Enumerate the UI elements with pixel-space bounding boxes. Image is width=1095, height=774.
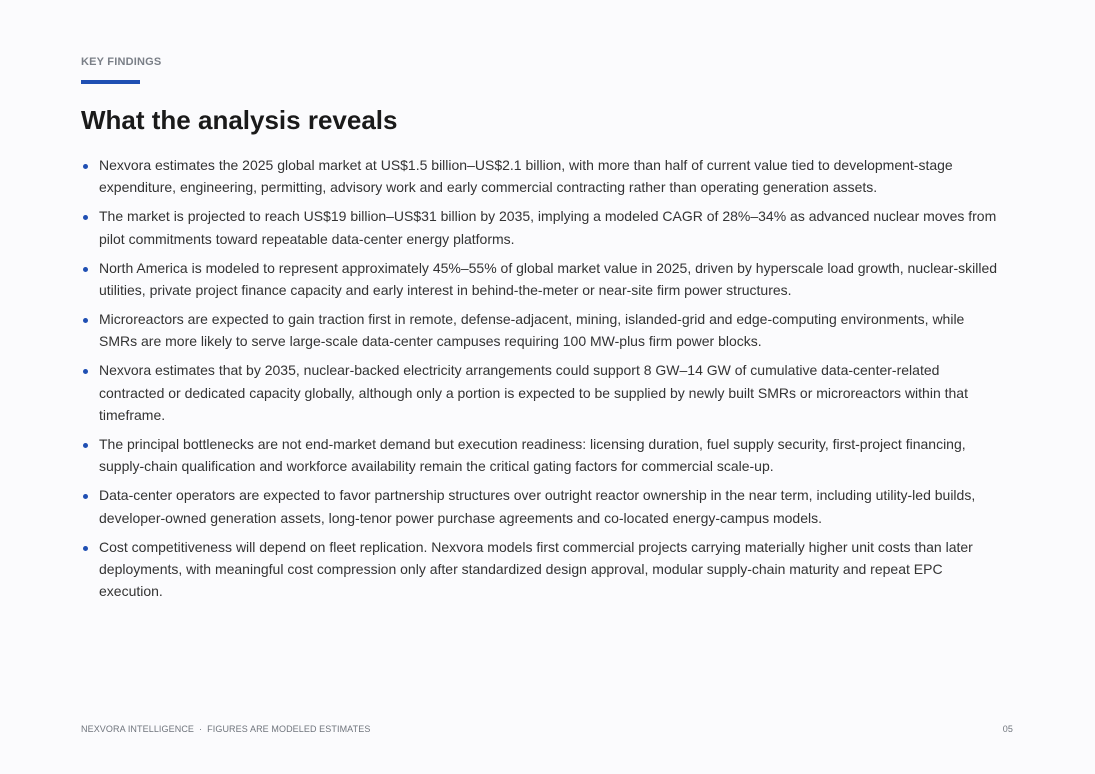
bullet-dot-icon <box>83 494 88 499</box>
page-number: 05 <box>1002 724 1013 734</box>
finding-item <box>81 257 1006 302</box>
finding-text: Data-center operators are expected to favor partnership structures over outright reactor ownership in the near term, including utility-led builds, developer-owned generation assets, long-tenor power purchase agreements and co-located energy-campus models. <box>99 487 976 526</box>
finding-text: Cost competitiveness will depend on fleet replication. Nexvora models first commercial projects carrying materially higher unit costs than later deployments, with meaningful cost compression only after standardized design approval, modular supply-chain maturity and repeat EPC execution. <box>99 538 973 600</box>
finding-text: Nexvora estimates that by 2035, nuclear-backed electricity arrangements could support 8 GW–14 GW of cumulative data-center-related contracted or dedicated capacity globally, although only a portion is expected to be supplied by newly built SMRs or microreactors within that timeframe. <box>99 362 968 424</box>
bullet-dot-icon <box>83 369 88 374</box>
finding-item <box>81 359 1006 426</box>
finding-item <box>81 536 1006 603</box>
finding-text: North America is modeled to represent approximately 45%–55% of global market value in 2025, driven by hyperscale load growth, nuclear-skilled utilities, private project finance capacity and early interest in behind-the-meter or near-site firm power structures. <box>99 259 998 299</box>
bullet-dot-icon <box>83 318 88 323</box>
footer-brand: NEXVORA INTELLIGENCE <box>81 724 195 734</box>
slide-page <box>81 0 1016 774</box>
finding-text: Nexvora estimates the 2025 global market at US$1.5 billion–US$2.1 billion, with more than half of current value tied to development-stage expenditure, engineering, permitting, advisory work and early commercial contracting rather than operating generation assets. <box>99 157 953 196</box>
bullet-dot-icon <box>83 215 88 220</box>
page-title: What the analysis reveals <box>81 105 398 135</box>
accent-rule <box>81 80 140 84</box>
finding-item <box>81 154 1006 199</box>
footer-separator: · <box>199 724 203 734</box>
finding-text: Microreactors are expected to gain traction first in remote, defense-adjacent, mining, islanded-grid and edge-computing environments, while SMRs are more likely to serve large-scale data-center campuses requiring 100 MW-plus firm power blocks. <box>99 310 965 350</box>
page-footer <box>81 724 1013 734</box>
finding-text: The market is projected to reach US$19 billion–US$31 billion by 2035, implying a modeled CAGR of 28%–34% as advanced nuclear moves from pilot commitments toward repeatable data-center energy platforms. <box>99 208 997 247</box>
bullet-dot-icon <box>83 267 88 272</box>
footer-left <box>81 724 370 734</box>
bullet-dot-icon <box>83 164 88 169</box>
finding-item <box>81 308 1006 353</box>
section-eyebrow: KEY FINDINGS <box>81 56 162 68</box>
finding-item <box>81 433 1006 478</box>
finding-item <box>81 484 1006 529</box>
footer-note: FIGURES ARE MODELED ESTIMATES <box>207 724 371 734</box>
findings-list <box>81 154 1006 609</box>
finding-text: The principal bottlenecks are not end-market demand but execution readiness: licensing duration, fuel supply security, first-project financing, supply-chain qualification and workforce availability remain the critical gating factors for commercial scale-up. <box>99 435 966 475</box>
bullet-dot-icon <box>83 546 88 551</box>
bullet-dot-icon <box>83 443 88 448</box>
finding-item <box>81 205 1006 250</box>
